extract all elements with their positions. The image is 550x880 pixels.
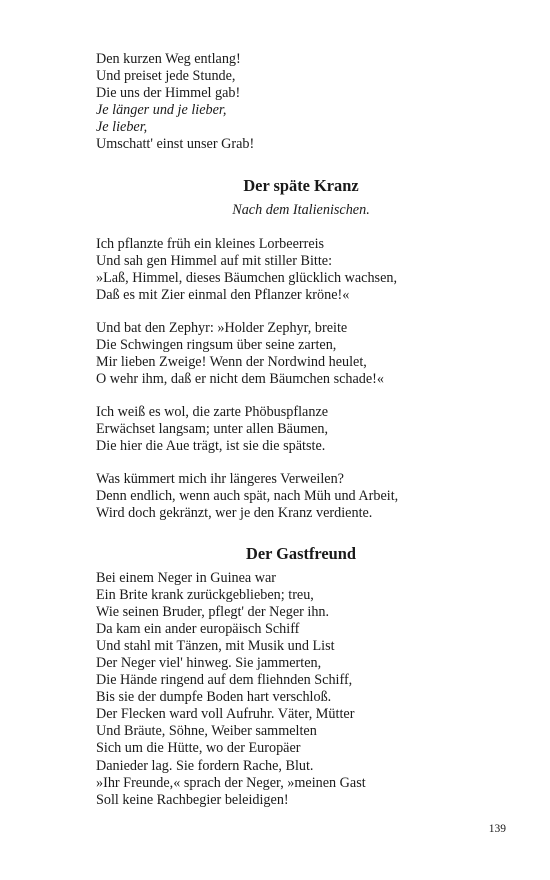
verse-line: Bis sie der dumpfe Boden hart verschloß. bbox=[96, 689, 332, 706]
poem-1-stanza-1 bbox=[96, 236, 397, 304]
verse-line: »Ihr Freunde,« sprach der Neger, »meinen Gast bbox=[96, 774, 366, 791]
verse-line: Ich pflanzte früh ein kleines Lorbeerreis bbox=[96, 236, 325, 252]
verse-line: Die Hände ringend auf dem fliehnden Schiff, bbox=[96, 672, 353, 689]
poem-subtitle: Nach dem Italienischen. bbox=[232, 202, 370, 218]
verse-line: Und stahl mit Tänzen, mit Musik und List bbox=[96, 638, 335, 655]
verse-line: Bei einem Neger in Guinea war bbox=[96, 570, 277, 586]
verse-line: Der Neger viel' hinweg. Sie jammerten, bbox=[96, 655, 322, 672]
verse-line: Erwächset langsam; unter allen Bäumen, bbox=[96, 421, 329, 438]
verse-line-italic: Je lieber, bbox=[96, 119, 148, 136]
poem-1-stanza-2 bbox=[96, 320, 384, 388]
poem-2-stanza-1 bbox=[96, 570, 366, 809]
verse-line: Den kurzen Weg entlang! bbox=[96, 51, 241, 67]
verse-line: Daß es mit Zier einmal den Pflanzer kröne!« bbox=[96, 287, 350, 304]
verse-line: »Laß, Himmel, dieses Bäumchen glücklich wachsen, bbox=[96, 270, 398, 287]
verse-line: Und Bräute, Söhne, Weiber sammelten bbox=[96, 723, 317, 740]
verse-line: Die hier die Aue trägt, ist sie die spätste. bbox=[96, 438, 326, 455]
verse-line: Mir lieben Zweige! Wenn der Nordwind heulet, bbox=[96, 354, 367, 371]
verse-line: Der Flecken ward voll Aufruhr. Väter, Mütter bbox=[96, 706, 355, 723]
poem-1-stanza-3 bbox=[96, 404, 328, 455]
verse-line: Ich weiß es wol, die zarte Phöbuspflanze bbox=[96, 404, 329, 420]
page-number: 139 bbox=[488, 823, 506, 835]
verse-line: Denn endlich, wenn auch spät, nach Müh und Arbeit, bbox=[96, 488, 399, 505]
verse-line: Soll keine Rachbegier beleidigen! bbox=[96, 791, 289, 808]
verse-line: Ein Brite krank zurückgeblieben; treu, bbox=[96, 587, 314, 604]
poem-1-stanza-4 bbox=[96, 471, 398, 522]
verse-line: Die uns der Himmel gab! bbox=[96, 85, 241, 102]
verse-line-italic: Je länger und je lieber, bbox=[96, 102, 227, 119]
verse-line: Wird doch gekränzt, wer je den Kranz verdiente. bbox=[96, 505, 373, 522]
verse-line: Was kümmert mich ihr längeres Verweilen? bbox=[96, 471, 344, 487]
poem-title: Der späte Kranz bbox=[243, 176, 359, 195]
opening-stanza bbox=[96, 51, 254, 153]
verse-line: O wehr ihm, daß er nicht dem Bäumchen schade!« bbox=[96, 371, 384, 388]
verse-line: Danieder lag. Sie fordern Rache, Blut. bbox=[96, 757, 314, 774]
verse-line: Wie seinen Bruder, pflegt' der Neger ihn. bbox=[96, 604, 330, 621]
verse-line: Umschatt' einst unser Grab! bbox=[96, 136, 255, 153]
poem-title: Der Gastfreund bbox=[245, 544, 357, 563]
verse-line: Und preiset jede Stunde, bbox=[96, 68, 236, 85]
verse-line: Die Schwingen ringsum über seine zarten, bbox=[96, 337, 337, 354]
verse-line: Da kam ein ander europäisch Schiff bbox=[96, 621, 300, 638]
verse-line: Sich um die Hütte, wo der Europäer bbox=[96, 740, 301, 757]
verse-line: Und sah gen Himmel auf mit stiller Bitte: bbox=[96, 253, 333, 270]
verse-line: Und bat den Zephyr: »Holder Zephyr, breite bbox=[96, 320, 348, 336]
